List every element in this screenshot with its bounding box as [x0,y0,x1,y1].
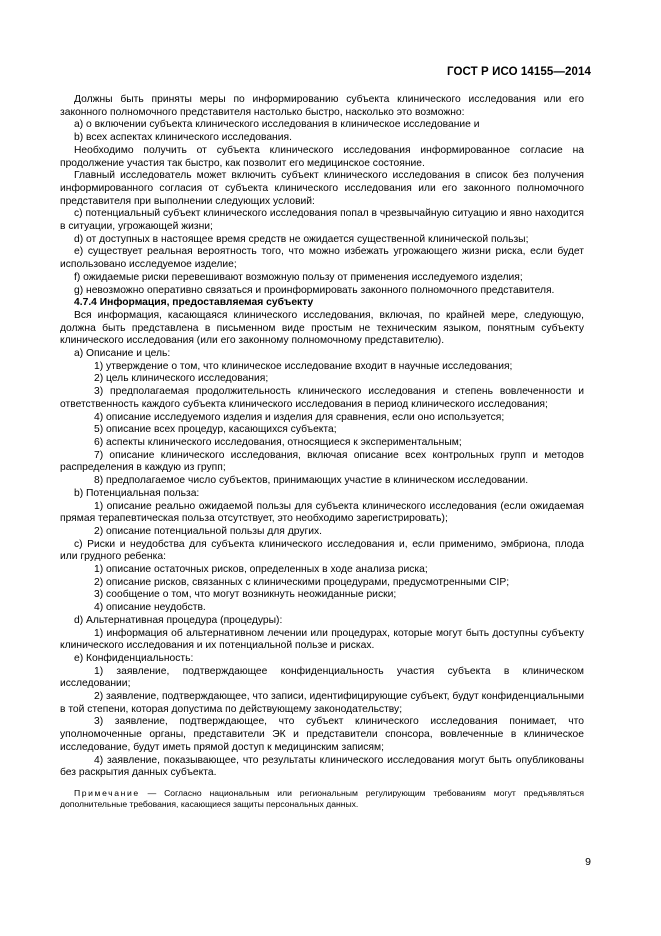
paragraph: Должны быть приняты меры по информированию субъекта клинического исследования или его законного полномочного представителя настолько быстро, насколько это возможно: [60,94,584,118]
paragraph: 2) цель клинического исследования; [94,373,269,385]
document-header: ГОСТ Р ИСО 14155—2014 [446,66,591,78]
paragraph: 2) описание рисков, связанных с клиническими процедурами, предусмотренными CIP; [94,576,510,588]
section-heading: 4.7.4 Информация, предоставляемая субъекту [74,297,314,309]
document-body [60,94,584,810]
paragraph: 4) описание неудобств. [94,602,206,614]
paragraph: 6) аспекты клинического исследования, относящиеся к экспериментальным; [94,436,462,448]
paragraph: 4) описание исследуемого изделия и изделия для сравнения, если оно используется; [94,411,505,423]
paragraph: 7) описание клинического исследования, включая описание всех контрольных групп и методов распределения в каждую из групп; [60,449,584,474]
paragraph: b) всех аспектах клинического исследования. [74,132,292,144]
paragraph: d) от доступных в настоящее время средств не ожидается существенной клинической пользы; [74,233,529,245]
paragraph: b) Потенциальная польза: [74,487,200,499]
paragraph: 1) информация об альтернативном лечении или процедурах, которые могут быть доступны субъекту клинического исследования и их потенциальной пользе и рисках. [60,627,584,652]
note-paragraph [60,788,584,810]
note-label: Примечание [74,787,140,798]
note-text: — Согласно национальным или региональным регулирующим требованиям могут предъявляться дополнительные требования, касающиеся защиты персональных данных. [60,787,584,809]
paragraph: 1) заявление, подтверждающее конфиденциальность участия субъекта в клиническом исследовании; [60,665,584,690]
paragraph: 3) сообщение о том, что могут возникнуть неожиданные риски; [94,589,397,601]
paragraph: 1) утверждение о том, что клиническое исследование входит в научные исследования; [94,360,513,372]
paragraph: a) Описание и цель: [74,348,171,360]
paragraph: Необходимо получить от субъекта клинического исследования информированное согласие на продолжение участия так быстро, как позволит его медицинское состояние. [60,144,584,169]
paragraph: Главный исследователь может включить субъект клинического исследования в список без получения информированного согласия от субъекта клинического исследования или его законного полномочного представителя при выполнении следующих условий: [60,170,584,207]
paragraph: d) Альтернативная процедура (процедуры): [74,614,283,626]
paragraph: c) Риски и неудобства для субъекта клинического исследования и, если применимо, эмбриона, плода или грудного ребенка: [60,538,584,563]
page-number: 9 [585,856,591,868]
paragraph: 2) описание потенциальной пользы для других. [94,525,323,537]
paragraph: f) ожидаемые риски перевешивают возможную пользу от применения исследуемого изделия; [74,271,523,283]
paragraph: e) Конфиденциальность: [74,652,194,664]
paragraph: 2) заявление, подтверждающее, что записи, идентифицирующие субъект, будут конфиденциальными в той степени, которая допустима по действующему законодательству; [60,691,584,715]
paragraph: g) невозможно оперативно связаться и проинформировать законного полномочного представителя. [74,284,555,296]
paragraph: 3) заявление, подтверждающее, что субъект клинического исследования понимает, что уполномоченные органы, представители ЭК и представители спонсора, вовлеченные в клиническое исследование, будут иметь прямой доступ к медицинским записям; [60,716,584,753]
paragraph: 8) предполагаемое число субъектов, принимающих участие в клиническом исследовании. [94,475,529,487]
paragraph: 1) описание остаточных рисков, определенных в ходе анализа риска; [94,564,428,576]
paragraph: e) существует реальная вероятность того, что можно избежать угрожающего жизни риска, если будет использовано исследуемое изделие; [60,246,584,271]
paragraph: 4) заявление, показывающее, что результаты клинического исследования могут быть опубликованы без раскрытия данных субъекта. [60,754,584,779]
paragraph: a) о включении субъекта клинического исследования в клиническое исследование и [74,119,480,131]
paragraph: c) потенциальный субъект клинического исследования попал в чрезвычайную ситуацию и явно находится в ситуации, угрожающей жизни; [60,208,585,233]
paragraph: 3) предполагаемая продолжительность клинического исследования и степень вовлеченности и ответственность каждого субъекта клинического исследования в период клинического исследования; [60,386,584,410]
paragraph: 1) описание реально ожидаемой пользы для субъекта клинического исследования (если ожидаемая прямая терапевтическая польза отсутствует, это необходимо зарегистрировать); [60,500,584,525]
paragraph: 5) описание всех процедур, касающихся субъекта; [94,424,337,436]
paragraph: Вся информация, касающаяся клинического исследования, включая, по крайней мере, следующую, должна быть представлена в письменном виде простым не техническим языком, понятным субъекту клинического исследования (или его законному полномочному представителю). [60,309,584,347]
